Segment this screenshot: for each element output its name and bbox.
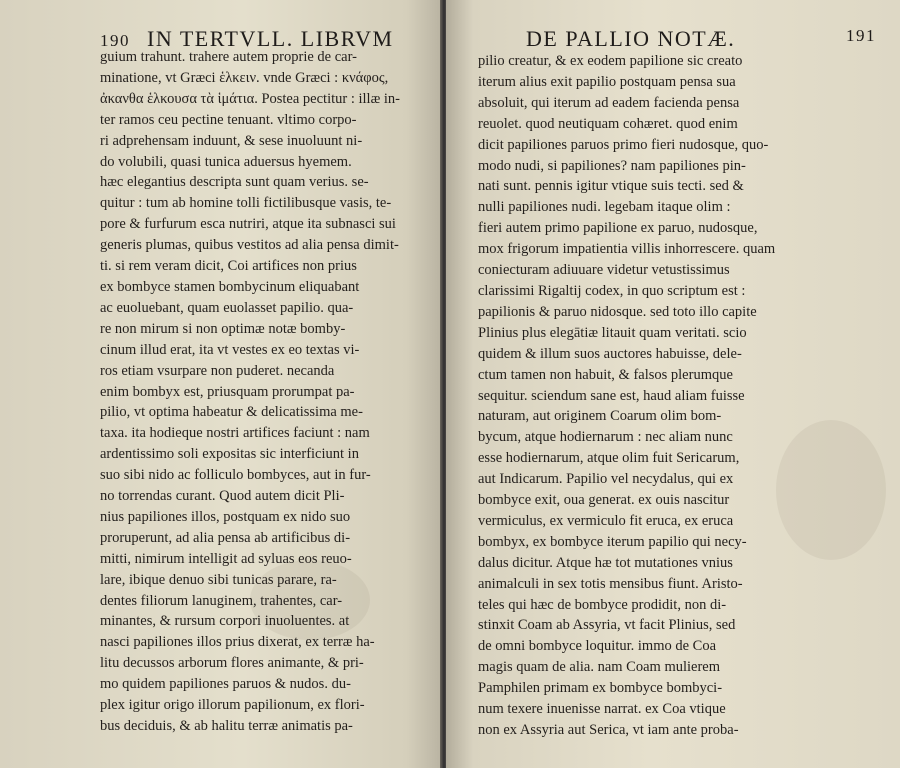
text-line: plex igitur origo illorum papilionum, ex flori- <box>100 697 365 714</box>
text-line: bycum, atque hodiernarum : nec aliam nunc <box>478 429 733 446</box>
text-line: guium trahunt. trahere autem proprie de car- <box>100 49 357 65</box>
text-line: Pamphilen primam ex bombyce bombyci- <box>478 680 723 697</box>
text-line: minantes, & rursum corpori inuoluentes. at <box>100 613 350 630</box>
text-line: animalculi in sex totis mensibus fiunt. Aristo- <box>478 575 743 592</box>
text-line: aut Indicarum. Papilio vel necydalus, qui ex <box>478 471 734 488</box>
text-line: mitti, nimirum intelligit ad syluas eos reuo- <box>100 550 352 567</box>
text-line: esse hodiernarum, atque olim fuit Sericarum, <box>478 450 740 467</box>
text-line: ri adprehensam induunt, & sese inuoluunt ni- <box>100 132 363 149</box>
text-line: clarissimi Rigaltij codex, in quo scriptum est : <box>478 282 746 299</box>
text-line: de omni bombyce loquitur. immo de Coa <box>478 638 717 655</box>
text-line: nati sunt. pennis igitur vtique suis tecti. sed & <box>478 178 744 195</box>
right-page-text <box>478 51 798 741</box>
text-line: generis plumas, quibus vestitos ad alia pensa dimit- <box>100 237 399 254</box>
text-line: iterum alius exit papilio postquam pensa sua <box>478 73 736 90</box>
text-line: bus deciduis, & ab halitu terræ animatis pa- <box>100 718 353 734</box>
text-line: ctum tamen non habuit, & falsos plerumque <box>478 366 733 383</box>
text-line: ros etiam vsurpare non puderet. necanda <box>100 362 335 379</box>
text-line: vermiculus, ex vermiculo fit eruca, ex eruca <box>478 512 734 529</box>
right-running-head <box>526 26 876 52</box>
text-line: taxa. ita hodieque nostri artifices faciunt : nam <box>100 425 370 442</box>
text-line: mox frigorum impatientia villis inhorrescere. quam <box>478 241 776 258</box>
text-line: pilio creatur, & ex eodem papilione sic creato <box>478 53 743 69</box>
right-page-number: 191 <box>846 26 876 45</box>
text-line: stinxit Coam ab Assyria, vt facit Plinius, sed <box>478 617 736 634</box>
text-line: ἀκανθα ἑλκουσα τὰ ἱμάτια. Postea pectitur : illæ in- <box>100 90 400 107</box>
text-line: teles qui hæc de bombyce prodidit, non di- <box>478 596 727 613</box>
text-line: naturam, aut originem Coarum olim bom- <box>478 408 722 425</box>
text-line: litu decussos arborum flores animante, & pri- <box>100 655 364 672</box>
text-line: Plinius plus elegātiæ litauit quam veritati. scio <box>478 324 747 341</box>
text-line: non ex Assyria aut Serica, vt iam ante proba- <box>478 722 739 738</box>
text-line: dalus dicitur. Atque hæ tot mutationes vnius <box>478 554 733 571</box>
text-line: nasci papiliones illos prius dixerat, ex terræ ha- <box>100 634 375 651</box>
text-line: proruperunt, ad alia pensa ab artificibus di- <box>100 529 351 546</box>
text-line: pore & furfurum esca nutriri, atque ita subnasci sui <box>100 216 396 233</box>
text-line: modo nudi, si papiliones? nam papiliones pin- <box>478 157 746 174</box>
text-line: no torrendas curant. Quod autem dicit Pli- <box>100 488 345 505</box>
left-running-title: IN TERTVLL. LIBRVM <box>147 26 394 51</box>
text-line: fieri autem primo papilione ex paruo, nudosque, <box>478 220 758 237</box>
text-line: ter ramos ceu pectine tenuant. vltimo corpo- <box>100 111 357 128</box>
text-line: mo quidem papiliones paruos & nudos. du- <box>100 676 351 693</box>
text-line: nius papiliones illos, postquam ex nido suo <box>100 508 351 525</box>
text-line: lare, ibique denuo sibi tunicas parare, ra- <box>100 571 337 588</box>
text-line: bombyce exit, oua generat. ex ouis nascitur <box>478 492 730 509</box>
text-line: num texere inuenisse narrat. ex Coa vtique <box>478 701 726 718</box>
left-page-text <box>100 47 418 737</box>
text-line: reuolet. quod neutiquam cohæret. quod enim <box>478 115 738 132</box>
text-line: ti. si rem veram dicit, Coi artifices non prius <box>100 258 357 275</box>
text-line: minatione, vt Græci ἑλκειν. vnde Græci : κνάφος, <box>100 69 389 86</box>
text-line: coniecturam adiuuare videtur vetustissimus <box>478 262 730 279</box>
text-line: bombyx, ex bombyce iterum papilio qui necy- <box>478 533 747 550</box>
left-page-number: 190 <box>100 31 130 50</box>
text-line: enim bombyx est, priusquam prorumpat pa- <box>100 383 355 400</box>
text-line: ex bombyce stamen bombycinum eliquabant <box>100 278 360 295</box>
text-line: re non mirum si non optimæ notæ bomby- <box>100 320 346 337</box>
text-line: sequitur. sciendum sane est, haud aliam fuisse <box>478 387 745 404</box>
text-line: pilio, vt optima habeatur & delicatissima me- <box>100 404 363 421</box>
text-line: dicit papiliones paruos primo fieri nudosque, quo- <box>478 136 769 153</box>
text-line: do volubili, quasi tunica aduersus hyemem. <box>100 153 352 170</box>
text-line: magis quam de alia. nam Coam mulierem <box>478 659 721 676</box>
text-line: hæc elegantius descripta sunt quam verius. se- <box>100 174 369 191</box>
text-line: nulli papiliones nudi. legebam itaque olim : <box>478 199 731 216</box>
right-running-title: DE PALLIO NOTÆ. <box>526 26 736 51</box>
text-line: quidem & illum suos auctores habuisse, dele- <box>478 345 742 362</box>
text-line: cinum illud erat, ita vt vestes ex eo textas vi- <box>100 341 360 358</box>
text-line: quitur : tum ab homine tolli fictilibusque vasis, te- <box>100 195 392 212</box>
text-line: ardentissimo soli expositas sic interficiunt in <box>100 446 359 463</box>
text-line: suo sibi nido ac folliculo bombyces, aut in fur- <box>100 467 371 484</box>
text-line: papilionis & paruo nidosque. sed toto illo capite <box>478 303 757 320</box>
text-line: dentes filiorum lanuginem, trahentes, car- <box>100 592 343 609</box>
text-line: absoluit, qui iterum ad eadem facienda pensa <box>478 94 740 111</box>
text-line: ac euoluebant, quam euolasset papilio. qua- <box>100 299 354 316</box>
